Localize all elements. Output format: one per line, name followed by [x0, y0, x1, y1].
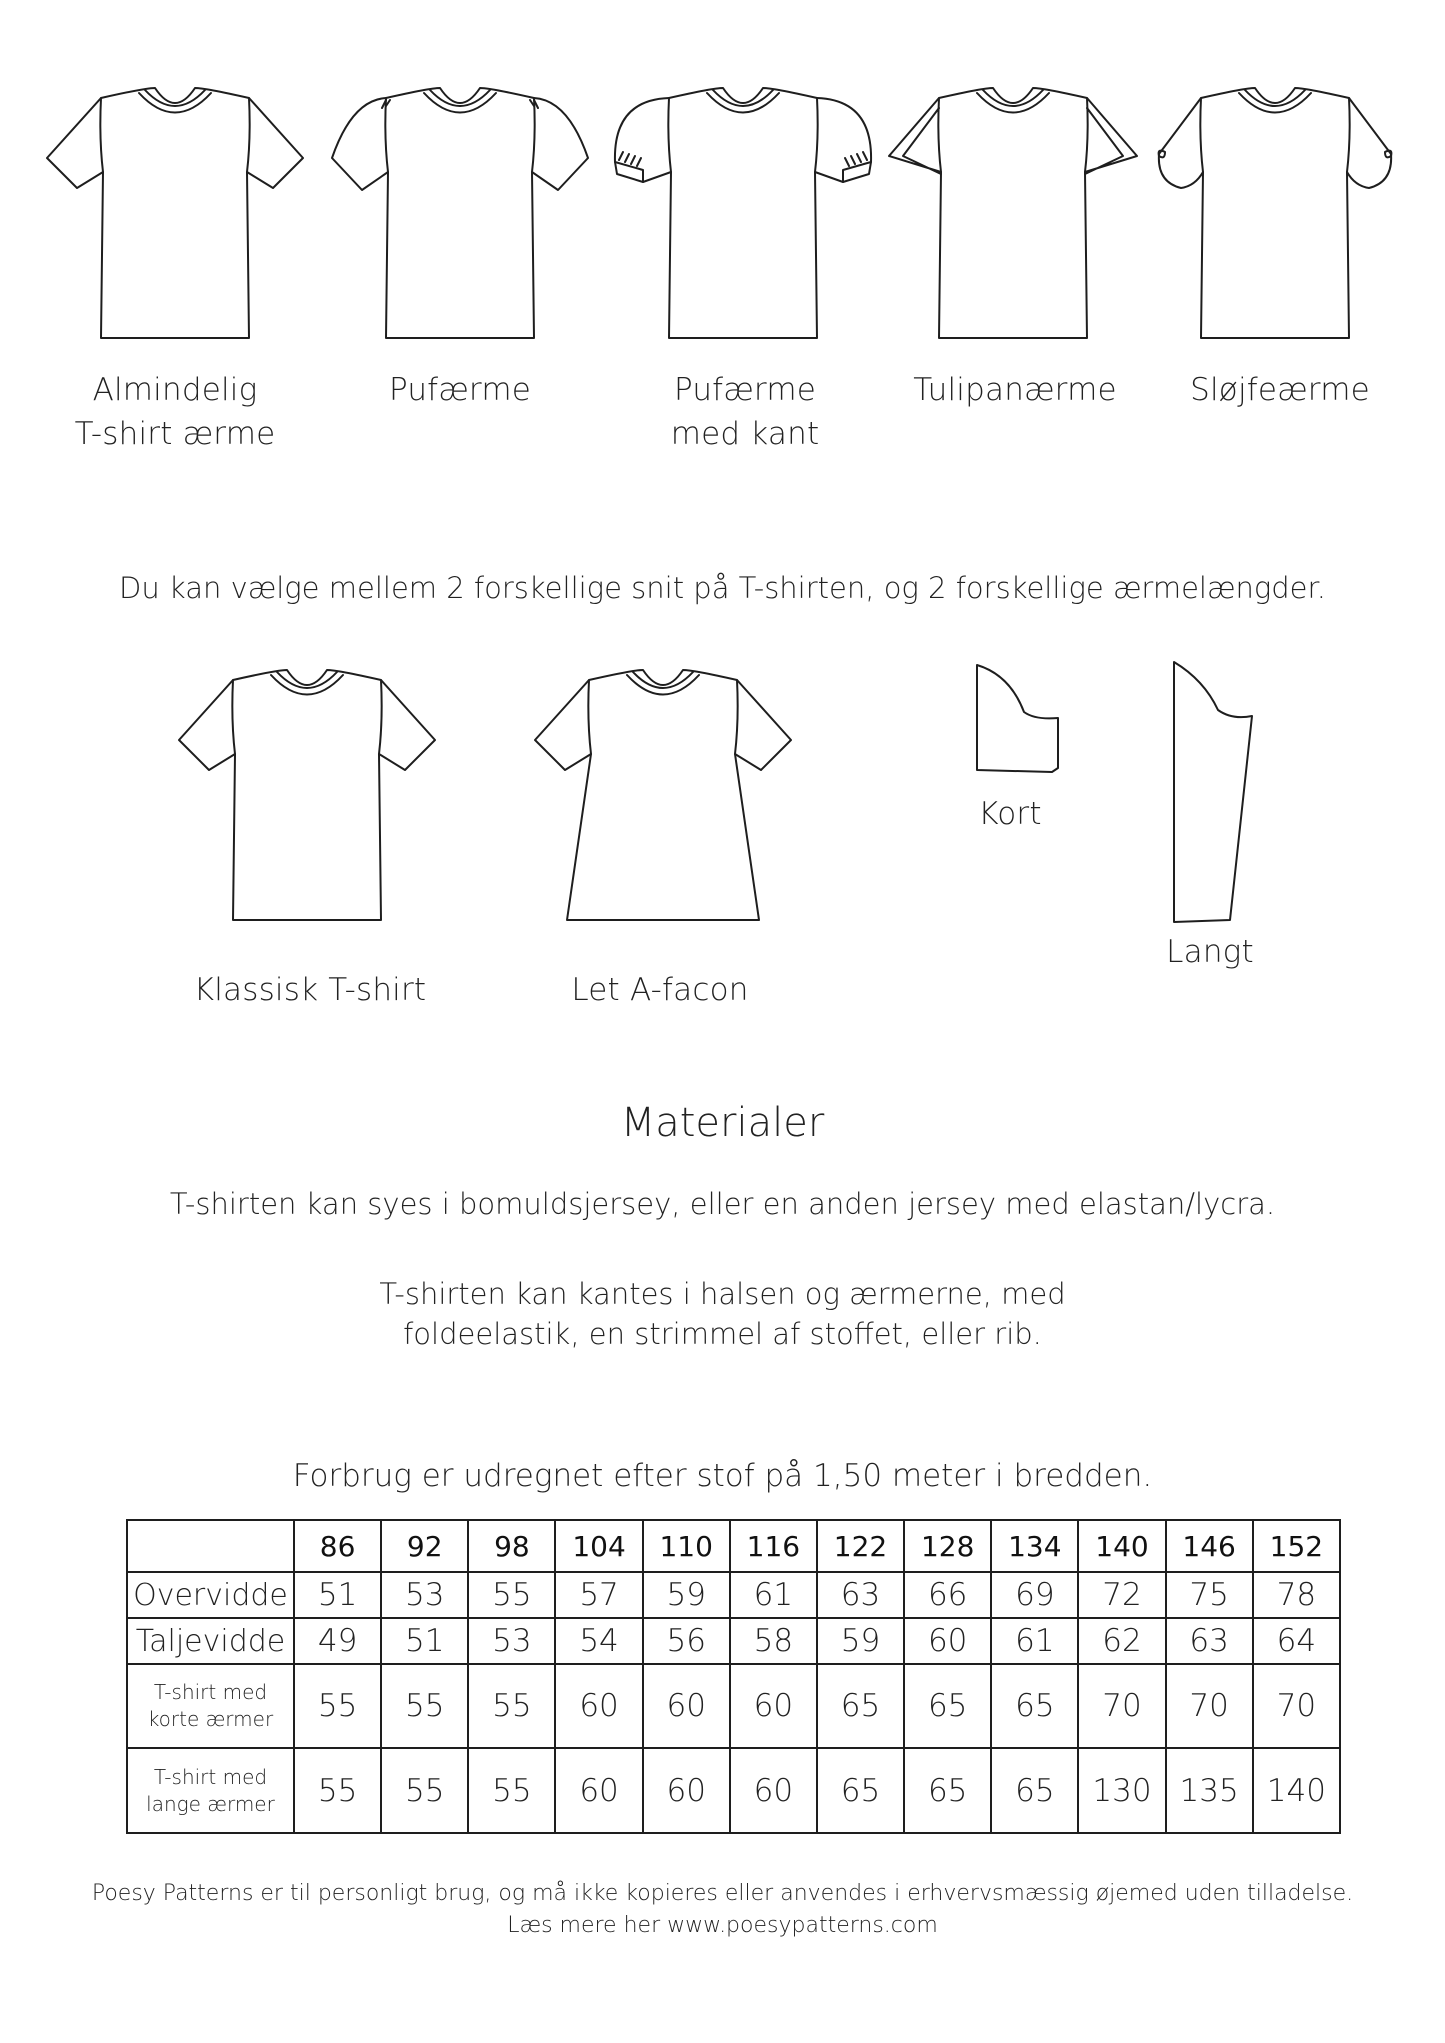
- table-cell: 65: [991, 1664, 1078, 1748]
- size-table: [126, 1519, 1341, 1834]
- row-label: Taljevidde: [127, 1618, 294, 1664]
- table-cell: 55: [381, 1748, 468, 1833]
- table-cell: 135: [1166, 1748, 1253, 1833]
- sleeve-label-tulip: Tulipanærme: [913, 372, 1117, 408]
- fit-illustrations: [0, 640, 1445, 980]
- table-cell: 61: [730, 1572, 817, 1618]
- tshirt-a-line-icon: [535, 670, 791, 920]
- table-cell: 55: [294, 1664, 381, 1748]
- table-row-long-sleeves: [127, 1748, 1340, 1833]
- table-cell: 58: [730, 1618, 817, 1664]
- tshirt-regular-sleeve-icon: [47, 88, 303, 338]
- table-cell: 65: [991, 1748, 1078, 1833]
- table-cell: 51: [381, 1618, 468, 1664]
- table-cell: 140: [1253, 1748, 1340, 1833]
- table-cell: 63: [1166, 1618, 1253, 1664]
- table-cell: 55: [294, 1748, 381, 1833]
- short-sleeve-pattern-icon: [977, 665, 1058, 772]
- empty-corner-cell: [127, 1520, 294, 1572]
- table-cell: 72: [1078, 1572, 1165, 1618]
- table-cell: 63: [817, 1572, 904, 1618]
- tshirt-bow-sleeve-icon: [1159, 88, 1392, 338]
- table-cell: 57: [555, 1572, 642, 1618]
- size-header-cell: 98: [468, 1520, 555, 1572]
- sleeve-styles-illustrations: [0, 0, 1445, 360]
- table-cell: 70: [1253, 1664, 1340, 1748]
- sleeve-label-regular: Almindelig T-shirt ærme: [74, 372, 276, 452]
- table-cell: 51: [294, 1572, 381, 1618]
- size-header-cell: 128: [904, 1520, 991, 1572]
- table-cell: 64: [1253, 1618, 1340, 1664]
- sleeve-label-bow: Sløjfeærme: [1190, 372, 1370, 408]
- tshirt-puff-sleeve-icon: [332, 88, 588, 338]
- table-cell: 54: [555, 1618, 642, 1664]
- table-cell: 49: [294, 1618, 381, 1664]
- size-header-cell: 110: [643, 1520, 730, 1572]
- table-cell: 75: [1166, 1572, 1253, 1618]
- size-header-cell: 146: [1166, 1520, 1253, 1572]
- tshirt-classic-icon: [179, 670, 435, 920]
- table-cell: 65: [817, 1664, 904, 1748]
- size-header-cell: 140: [1078, 1520, 1165, 1572]
- intro-text: Du kan vælge mellem 2 forskellige snit på T-shirten, og 2 forskellige ærmelængder.: [119, 571, 1326, 605]
- table-row-overvidde: [127, 1572, 1340, 1618]
- table-cell: 130: [1078, 1748, 1165, 1833]
- fit-label-classic: Klassisk T-shirt: [193, 972, 427, 1008]
- table-cell: 60: [730, 1664, 817, 1748]
- long-sleeve-pattern-icon: [1174, 662, 1252, 922]
- table-cell: 60: [904, 1618, 991, 1664]
- fabric-note: Forbrug er udregnet efter stof på 1,50 meter i bredden.: [292, 1458, 1153, 1494]
- size-header-cell: 86: [294, 1520, 381, 1572]
- table-cell: 60: [643, 1664, 730, 1748]
- size-header-cell: 116: [730, 1520, 817, 1572]
- size-header-cell: 92: [381, 1520, 468, 1572]
- sleeve-label-puff: Pufærme: [388, 372, 532, 408]
- materials-heading: Materialer: [620, 1100, 825, 1146]
- sleeve-length-label-long: Langt: [1166, 934, 1254, 970]
- table-cell: 65: [904, 1748, 991, 1833]
- table-cell: 53: [468, 1618, 555, 1664]
- table-cell: 66: [904, 1572, 991, 1618]
- table-cell: 65: [817, 1748, 904, 1833]
- table-cell: 65: [904, 1664, 991, 1748]
- size-header-cell: 152: [1253, 1520, 1340, 1572]
- materials-paragraph-2: T-shirten kan kantes i halsen og ærmerne, med foldeelastik, en strimmel af stoffet, eller rib.: [379, 1277, 1066, 1351]
- table-row-short-sleeves: [127, 1664, 1340, 1748]
- table-row-taljevidde: [127, 1618, 1340, 1664]
- table-cell: 55: [468, 1748, 555, 1833]
- table-cell: 69: [991, 1572, 1078, 1618]
- row-label: T-shirt med korte ærmer: [127, 1664, 294, 1748]
- size-header-row: [127, 1520, 1340, 1572]
- table-cell: 78: [1253, 1572, 1340, 1618]
- table-cell: 60: [555, 1748, 642, 1833]
- size-header-cell: 104: [555, 1520, 642, 1572]
- table-cell: 70: [1078, 1664, 1165, 1748]
- table-cell: 70: [1166, 1664, 1253, 1748]
- table-cell: 62: [1078, 1618, 1165, 1664]
- row-label: Overvidde: [127, 1572, 294, 1618]
- table-cell: 55: [468, 1664, 555, 1748]
- table-cell: 60: [555, 1664, 642, 1748]
- size-header-cell: 122: [817, 1520, 904, 1572]
- tshirt-puff-sleeve-band-icon: [615, 88, 871, 338]
- fit-label-a-line: Let A-facon: [571, 972, 749, 1008]
- sleeve-label-puff-band: Pufærme med kant: [670, 372, 820, 452]
- row-label: T-shirt med lange ærmer: [127, 1748, 294, 1833]
- table-cell: 59: [643, 1572, 730, 1618]
- sleeve-length-label-short: Kort: [978, 796, 1042, 832]
- footer-disclaimer: Poesy Patterns er til personligt brug, og må ikke kopieres eller anvendes i erhvervsmæssig øjemed uden tilladelse. Læs mere her www.poesypatterns.com: [91, 1881, 1354, 1938]
- table-cell: 60: [730, 1748, 817, 1833]
- table-cell: 55: [468, 1572, 555, 1618]
- table-cell: 60: [643, 1748, 730, 1833]
- materials-paragraph-1: T-shirten kan syes i bomuldsjersey, eller en anden jersey med elastan/lycra.: [169, 1187, 1276, 1221]
- table-cell: 59: [817, 1618, 904, 1664]
- table-cell: 53: [381, 1572, 468, 1618]
- tshirt-tulip-sleeve-icon: [889, 88, 1137, 338]
- table-cell: 56: [643, 1618, 730, 1664]
- size-header-cell: 134: [991, 1520, 1078, 1572]
- table-cell: 61: [991, 1618, 1078, 1664]
- table-cell: 55: [381, 1664, 468, 1748]
